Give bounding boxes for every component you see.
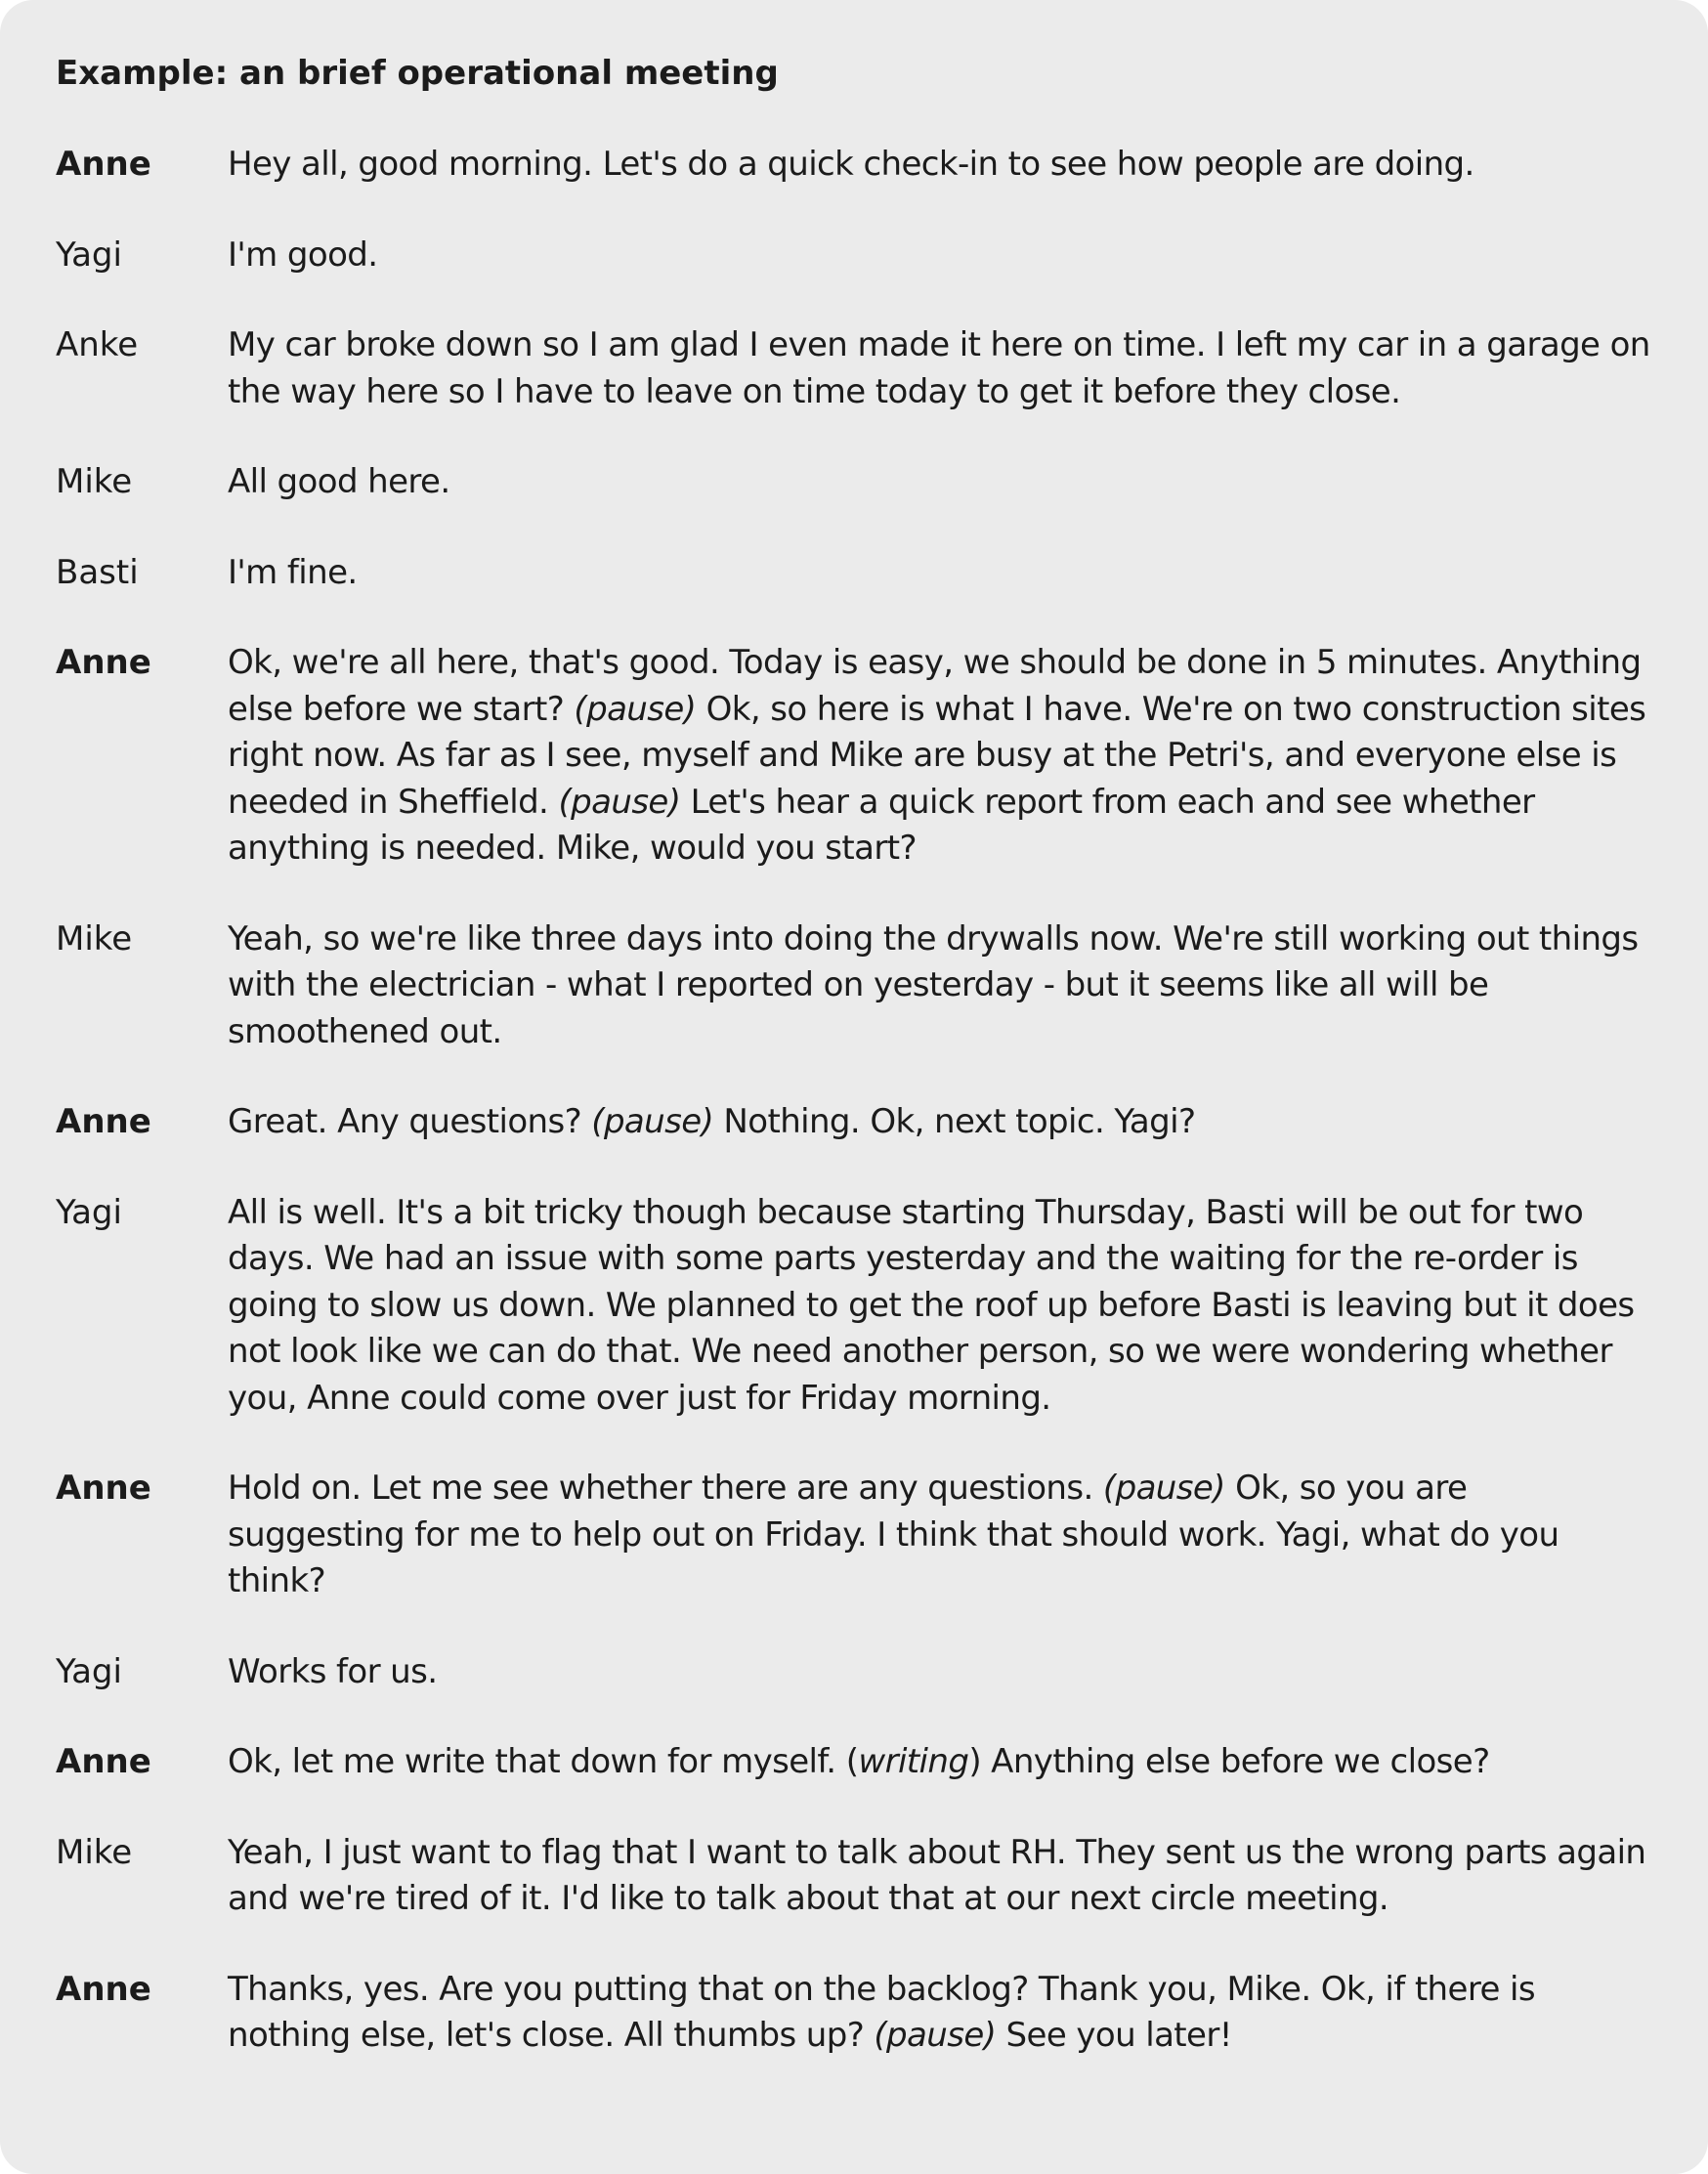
utterance-text: [228, 142, 1652, 189]
speaker-name: Basti: [56, 552, 139, 592]
utterance-segment: My car broke down so I am glad I even made it here on time. I left my car in a garage on the way here so I have to leave on time today to get it before they close.: [228, 325, 1650, 411]
speaker-name: Anke: [56, 325, 139, 364]
utterance-segment: I'm fine.: [228, 552, 358, 592]
utterance-text: [228, 916, 1652, 1056]
utterance-text: [228, 640, 1652, 873]
dialogue-turn: [56, 459, 1652, 506]
dialogue-turn: [56, 1830, 1652, 1923]
dialogue-turn: [56, 1739, 1652, 1786]
speaker-name: Anne: [56, 1969, 151, 2009]
speaker-name: Mike: [56, 462, 133, 501]
utterance-text: [228, 459, 1652, 506]
stage-direction: writing: [858, 1742, 969, 1781]
utterance-segment: All good here.: [228, 462, 450, 501]
dialogue-turn: [56, 233, 1652, 279]
utterance-segment: Ok, we're all here, that's good. Today is easy, we should be done in 5 minutes. Anything else before we start?: [228, 643, 1642, 729]
speaker-name: Yagi: [56, 1192, 122, 1232]
speaker-name: Anne: [56, 145, 151, 184]
utterance-text: [228, 1967, 1652, 2060]
utterance-text: [228, 1739, 1652, 1786]
dialogue-turn: [56, 1466, 1652, 1605]
utterance-segment: Yeah, so we're like three days into doing the drywalls now. We're still working out things with the electrician - what I reported on yesterday - but it seems like all will be smoothened out.: [228, 918, 1639, 1051]
utterance-segment: Let's hear a quick report from each and see whether anything is needed. Mike, would you start?: [228, 782, 1535, 868]
dialogue-turn: [56, 1099, 1652, 1146]
speaker-name: Mike: [56, 1832, 133, 1872]
utterance-segment: Ok, let me write that down for myself. (: [228, 1742, 859, 1781]
utterance-segment: Yeah, I just want to flag that I want to talk about RH. They sent us the wrong parts again and we're tired of it. I'd like to talk about that at our next circle meeting.: [228, 1832, 1646, 1918]
dialogue-turn: [56, 1190, 1652, 1423]
dialogue-turn: [56, 916, 1652, 1056]
dialogue-turn: [56, 1649, 1652, 1696]
utterance-segment: ) Anything else before we close?: [968, 1742, 1490, 1781]
dialogue-list: [56, 142, 1652, 2060]
utterance-text: [228, 322, 1652, 415]
dialogue-turn: [56, 322, 1652, 415]
utterance-text: [228, 233, 1652, 279]
speaker-name: Anne: [56, 1102, 151, 1141]
utterance-text: [228, 550, 1652, 597]
utterance-text: [228, 1649, 1652, 1696]
speaker-name: Anne: [56, 643, 151, 682]
dialogue-turn: [56, 1967, 1652, 2060]
utterance-segment: Great. Any questions?: [228, 1102, 592, 1141]
utterance-segment: Nothing. Ok, next topic. Yagi?: [713, 1102, 1196, 1141]
stage-direction: (pause): [558, 782, 681, 822]
utterance-segment: See you later!: [996, 2016, 1232, 2055]
speaker-name: Anne: [56, 1469, 151, 1508]
speaker-name: Yagi: [56, 1651, 122, 1691]
utterance-text: [228, 1099, 1652, 1146]
page-title: Example: an brief operational meeting: [56, 54, 779, 93]
stage-direction: (pause): [1102, 1469, 1225, 1508]
stage-direction: (pause): [874, 2016, 997, 2055]
stage-direction: (pause): [574, 689, 697, 729]
utterance-segment: Hold on. Let me see whether there are any questions.: [228, 1469, 1103, 1508]
speaker-name: Yagi: [56, 234, 122, 275]
stage-direction: (pause): [591, 1102, 714, 1141]
speaker-name: Mike: [56, 918, 133, 959]
utterance-segment: Works for us.: [228, 1651, 438, 1691]
dialogue-turn: [56, 550, 1652, 597]
dialogue-turn: [56, 640, 1652, 873]
utterance-segment: All is well. It's a bit tricky though because starting Thursday, Basti will be out for two days. We had an issue with some parts yesterday and the waiting for the re-order is going to slow us down. We planned to get the roof up before Basti is leaving but it does not look like we can do that. We need another person, so we were wondering whether you, Anne could come over just for Friday morning.: [228, 1192, 1635, 1418]
utterance-text: [228, 1190, 1652, 1423]
dialogue-turn: [56, 142, 1652, 189]
utterance-text: [228, 1830, 1652, 1923]
utterance-segment: Hey all, good morning. Let's do a quick check-in to see how people are doing.: [228, 145, 1474, 184]
utterance-segment: I'm good.: [228, 234, 378, 275]
utterance-segment: Thanks, yes. Are you putting that on the backlog? Thank you, Mike. Ok, if there is nothing else, let's close. All thumbs up?: [228, 1969, 1535, 2055]
utterance-text: [228, 1466, 1652, 1605]
speaker-name: Anne: [56, 1742, 151, 1781]
utterance-segment: Ok, so you are suggesting for me to help out on Friday. I think that should work. Yagi, what do you think?: [228, 1469, 1559, 1600]
utterance-segment: Ok, so here is what I have. We're on two construction sites right now. As far as I see, myself and Mike are busy at the Petri's, and everyone else is needed in Sheffield.: [228, 689, 1646, 822]
